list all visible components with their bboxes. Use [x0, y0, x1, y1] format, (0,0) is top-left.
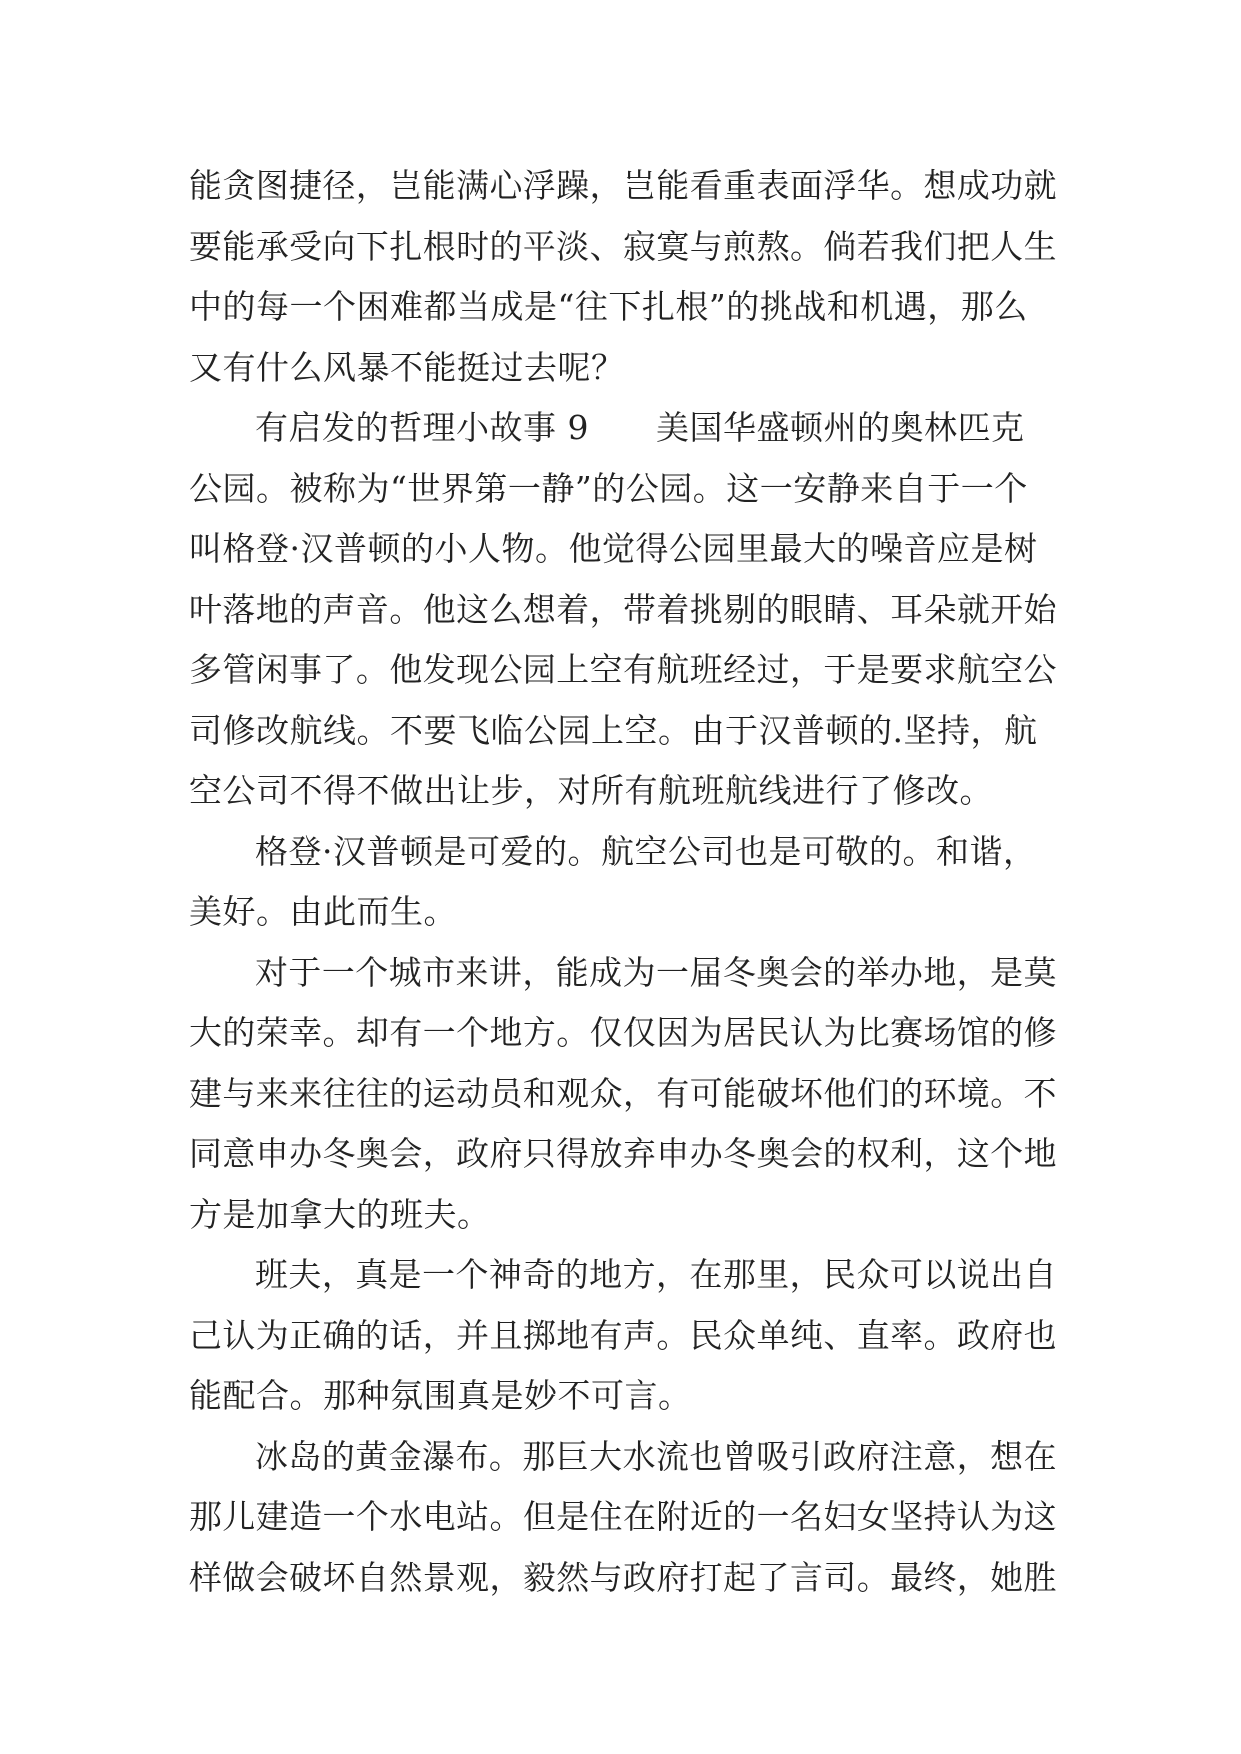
text-line: 样做会破坏自然景观，毅然与政府打起了言司。最终，她胜	[189, 1557, 1058, 1597]
text-line: 美好。由此而生。	[189, 892, 457, 931]
text-line: 要能承受向下扎根时的平淡、寂寞与煎熬。倘若我们把人生	[189, 226, 1058, 266]
text-line: 公园。被称为“世界第一静”的公园。这一安静来自于一个	[189, 468, 1028, 508]
text-line: 能配合。那种氛围真是妙不可言。	[189, 1376, 692, 1415]
text-line: 己认为正确的话，并且掷地有声。民众单纯、直率。政府也	[189, 1315, 1058, 1355]
paragraph-start-line: 冰岛的黄金瀑布。那巨大水流也曾吸引政府注意，想在	[255, 1436, 1057, 1476]
text-line: 多管闲事了。他发现公园上空有航班经过，于是要求航空公	[189, 650, 1058, 689]
text-line: 叫格登·汉普顿的小人物。他觉得公园里最大的噪音应是树	[189, 529, 1038, 568]
text-line: 司修改航线。不要飞临公园上空。由于汉普顿的.坚持，航	[189, 710, 1038, 750]
text-line: 又有什么风暴不能挺过去呢？	[189, 347, 625, 387]
text-line: 建与来来往往的运动员和观众，有可能破坏他们的环境。不	[189, 1073, 1058, 1113]
paragraph-start-line: 格登·汉普顿是可爱的。航空公司也是可敬的。和谐，	[255, 831, 1037, 871]
document-body	[189, 156, 1057, 1608]
text-line: 同意申办冬奥会，政府只得放弃申办冬奥会的权利，这个地	[189, 1134, 1058, 1173]
paragraph-start-line: 对于一个城市来讲，能成为一届冬奥会的举办地，是莫	[255, 952, 1057, 992]
text-line: 方是加拿大的班夫。	[189, 1194, 491, 1234]
text-line: 能贪图捷径，岂能满心浮躁，岂能看重表面浮华。想成功就	[189, 166, 1058, 205]
text-line: 大的荣幸。却有一个地方。仅仅因为居民认为比赛场馆的修	[189, 1013, 1058, 1052]
text-line: 中的每一个困难都当成是“往下扎根”的挑战和机遇，那么	[189, 287, 1028, 326]
paragraph-start-line: 班夫，真是一个神奇的地方，在那里，民众可以说出自	[255, 1255, 1057, 1294]
text-line: 那儿建造一个水电站。但是住在附近的一名妇女坚持认为这	[189, 1497, 1058, 1536]
text-line: 叶落地的声音。他这么想着，带着挑剔的眼睛、耳朵就开始	[189, 589, 1058, 629]
paragraph-start-line: 有启发的哲理小故事 9 美国华盛顿州的奥林匹克	[255, 408, 1025, 447]
text-line: 空公司不得不做出让步，对所有航班航线进行了修改。	[189, 771, 993, 810]
